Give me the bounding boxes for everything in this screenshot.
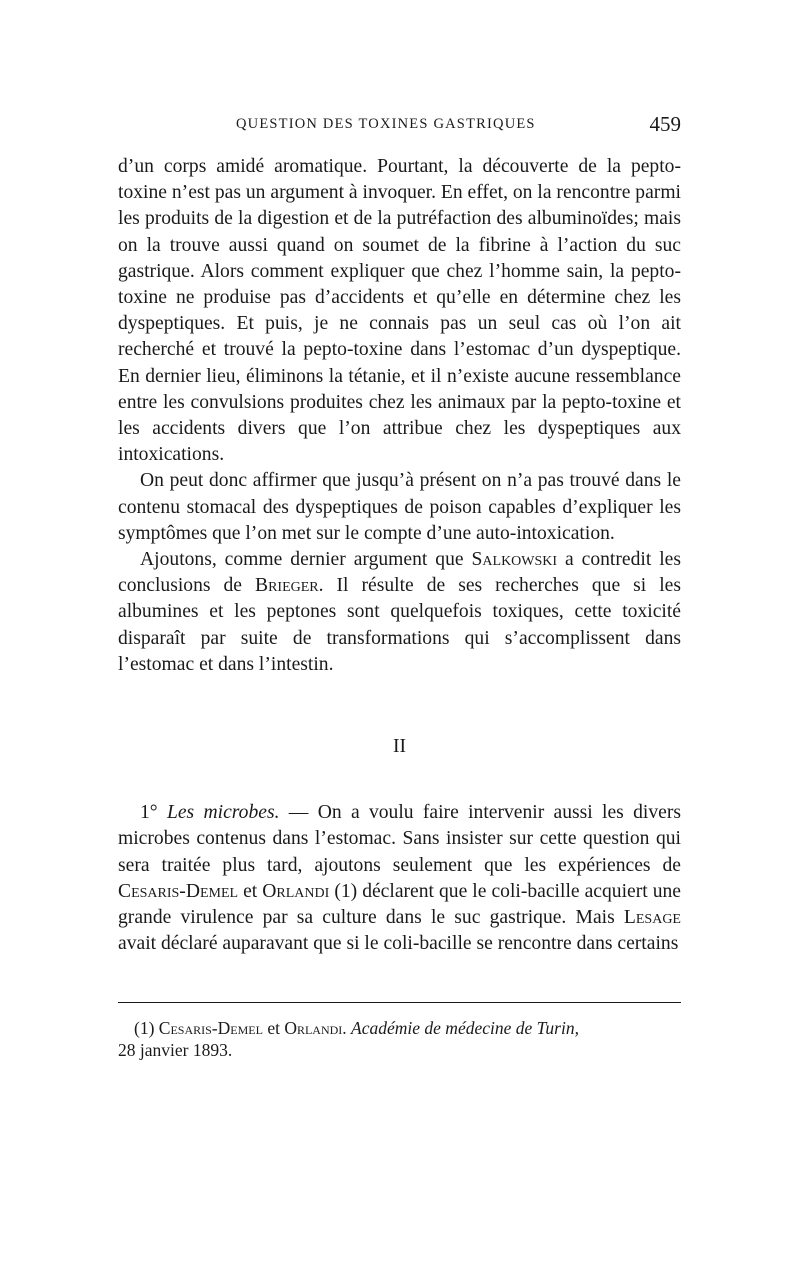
page-number: 459 [649, 112, 681, 136]
author-lesage: Lesage [623, 907, 681, 929]
footnote: (1) Cesaris-Demel et Orlandi. Académie de médecine de Turin, 28 janvier 1893. [118, 1017, 681, 1061]
running-head [118, 112, 681, 140]
paragraph-1: d’un corps amidé aromatique. Pourtant, la découverte de la pepto-toxine n’est pas un argument à invoquer. En effet, on la rencontre parmi les produits de la digestion et de la putréfaction des albuminoïdes; mais on la trouve aussi quand on soumet de la fibrine à l’action du suc gastrique. Alors comment expliquer que chez l’homme sain, la pepto-toxine ne produise pas d’accidents et qu’elle en détermine chez les dyspeptiques. Et puis, je ne connais pas un seul cas où l’on ait recherché et trouvé la pepto-toxine dans l’estomac d’un dyspeptique. En dernier lieu, éliminons la tétanie, et il n’existe aucune ressemblance entre les convulsions produites chez les animaux par la pepto-toxine et les accidents divers que l’on attribue chez les dyspeptiques aux intoxications. [118, 156, 681, 466]
footnote-date: 28 janvier 1893. [118, 1040, 233, 1060]
book-page [118, 112, 681, 1060]
author-brieger: Brieger [255, 575, 319, 597]
running-title: QUESTION DES TOXINES GASTRIQUES [236, 116, 536, 132]
author-salkowski: Salkowski [471, 549, 558, 571]
body-text [118, 154, 681, 957]
footnote-source: Académie de médecine de Turin, [351, 1018, 579, 1038]
author-cesaris-demel: Cesaris-Demel [118, 880, 239, 902]
paragraph-3: Ajoutons, comme dernier argument que Salkowski a contredit les conclusions de Brieger. Il résulte de ses recherches que si les albumines et les peptones sont quelquefois toxiques, cette toxicité disparaît par suite de transformations qui s’accomplissent dans l’estomac et dans l’intestin. [118, 549, 681, 675]
section-number: II [392, 736, 407, 758]
paragraph-2: On peut donc affirmer que jusqu’à présent on n’a pas trouvé dans le contenu stomacal des dyspeptiques de poison capables d’expliquer les symptômes que l’on met sur le compte d’une auto-intoxication. [118, 470, 681, 544]
paragraph-4: 1° Les microbes. — On a voulu faire intervenir aussi les divers microbes contenus dans l’estomac. Sans insister sur cette question qui sera traitée plus tard, ajoutons seulement que les expériences de Cesaris-Demel et Orlandi (1) déclarent que le coli-bacille acquiert une grande virulence par sa culture dans le suc gastrique. Mais Lesage avait déclaré auparavant que si le coli-bacille se rencontre dans certains [118, 802, 681, 955]
author-orlandi: Orlandi [262, 880, 330, 902]
section-subtitle: Les microbes. [166, 802, 280, 824]
footnote-rule [118, 1002, 681, 1003]
footnote-marker: (1) [134, 1018, 155, 1038]
